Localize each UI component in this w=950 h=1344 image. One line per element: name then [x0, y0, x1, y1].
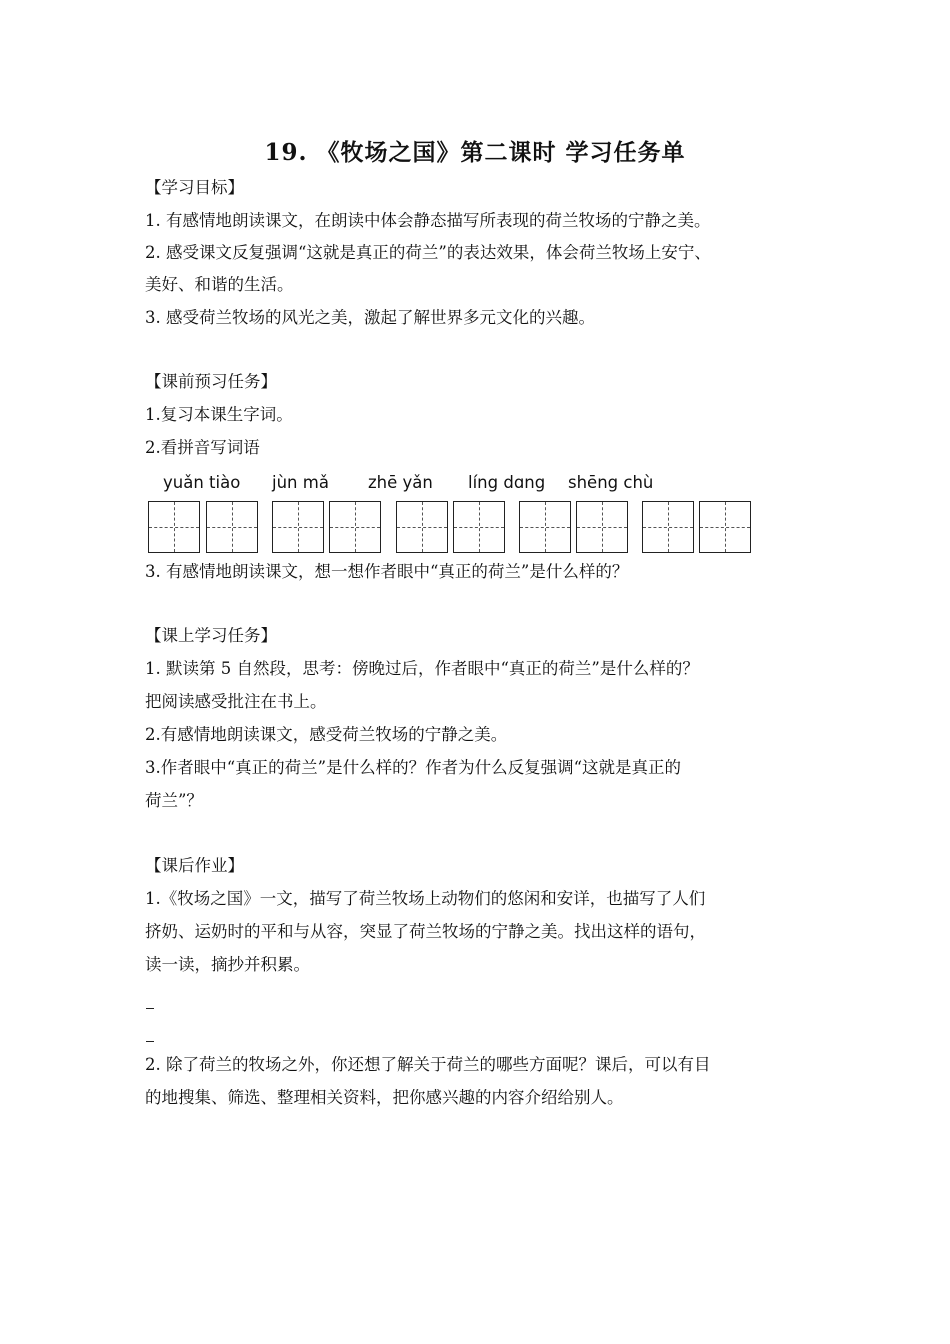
writing-box[interactable]: [396, 501, 448, 553]
homework-line: 1.《牧场之国》一文，描写了荷兰牧场上动物们的悠闲和安详，也描写了人们: [145, 889, 706, 908]
inclass-line: 把阅读感受批注在书上。: [145, 692, 327, 711]
pinyin-row: [145, 473, 765, 499]
goal-item: 美好、和谐的生活。: [145, 275, 294, 294]
homework-line: 挤奶、运奶时的平和与从容，突显了荷兰牧场的宁静之美。找出这样的语句，: [145, 922, 706, 941]
homework-line: 2. 除了荷兰的牧场之外，你还想了解关于荷兰的哪些方面呢？课后，可以有目: [145, 1055, 711, 1074]
goals-heading: 【学习目标】: [145, 178, 244, 197]
goal-item: 3. 感受荷兰牧场的风光之美，激起了解世界多元文化的兴趣。: [145, 308, 595, 327]
pinyin-label: líng dɑng: [468, 473, 546, 492]
writing-box[interactable]: [329, 501, 381, 553]
preview-item: 2.看拼音写词语: [145, 438, 260, 457]
preview-item: 1.复习本课生字词。: [145, 405, 293, 424]
goal-item: 1. 有感情地朗读课文，在朗读中体会静态描写所表现的荷兰牧场的宁静之美。: [145, 211, 711, 230]
inclass-heading: 【课上学习任务】: [145, 626, 277, 645]
writing-box[interactable]: [148, 501, 200, 553]
homework-heading: 【课后作业】: [145, 856, 244, 875]
inclass-line: 2.有感情地朗读课文，感受荷兰牧场的宁静之美。: [145, 725, 508, 744]
preview-item: 3. 有感情地朗读课文，想一想作者眼中“真正的荷兰”是什么样的？: [145, 562, 629, 581]
writing-box[interactable]: [453, 501, 505, 553]
pinyin-label: jùn mǎ: [272, 473, 329, 492]
goal-item: 2. 感受课文反复强调“这就是真正的荷兰”的表达效果，体会荷兰牧场上安宁、: [145, 243, 711, 262]
page-title: 19. 《牧场之国》第二课时 学习任务单: [264, 139, 686, 166]
inclass-line: 1. 默读第 5 自然段，思考：傍晚过后，作者眼中“真正的荷兰”是什么样的？: [145, 659, 699, 678]
homework-line: 的地搜集、筛选、整理相关资料，把你感兴趣的内容介绍给别人。: [145, 1088, 624, 1107]
writing-box[interactable]: [272, 501, 324, 553]
answer-blank[interactable]: [146, 1041, 154, 1042]
writing-box[interactable]: [206, 501, 258, 553]
writing-box[interactable]: [576, 501, 628, 553]
writing-grid: [148, 501, 768, 555]
writing-box[interactable]: [519, 501, 571, 553]
writing-box[interactable]: [642, 501, 694, 553]
pinyin-label: zhē yǎn: [368, 473, 433, 492]
inclass-line: 3.作者眼中“真正的荷兰”是什么样的？作者为什么反复强调“这就是真正的: [145, 758, 682, 777]
pinyin-label: yuǎn tiào: [163, 473, 241, 492]
inclass-line: 荷兰”？: [145, 791, 203, 810]
homework-line: 读一读，摘抄并积累。: [145, 955, 310, 974]
writing-box[interactable]: [699, 501, 751, 553]
answer-blank[interactable]: [146, 1008, 154, 1009]
preview-heading: 【课前预习任务】: [145, 372, 277, 391]
pinyin-label: shēng chù: [568, 473, 654, 492]
